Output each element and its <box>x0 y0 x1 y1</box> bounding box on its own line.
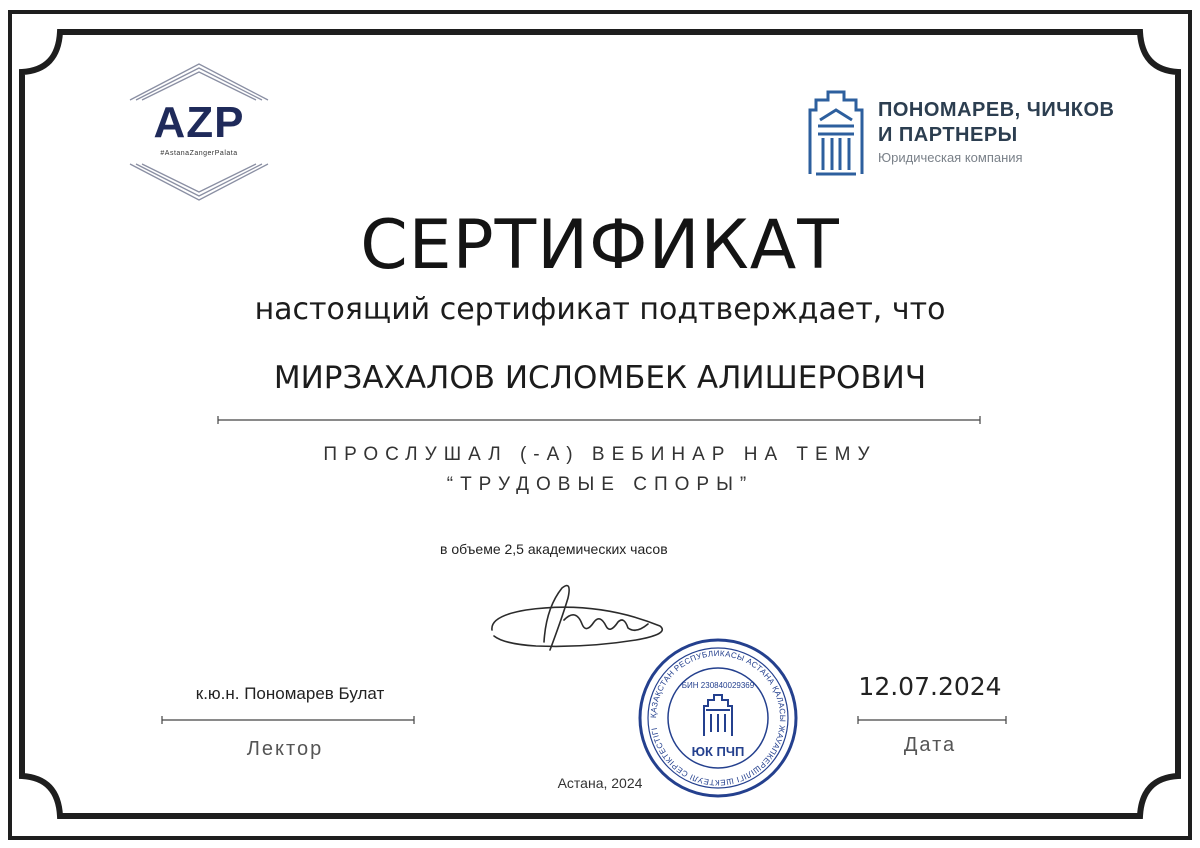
certificate-subtitle: настоящий сертификат подтверждает, что <box>254 292 946 327</box>
date-line <box>856 715 1008 725</box>
recipient-underline <box>216 415 982 425</box>
svg-text:ҚАЗАҚСТАН РЕСПУБЛИКАСЫ АСТАНА: ҚАЗАҚСТАН РЕСПУБЛИКАСЫ АСТАНА ҚАЛАСЫ ЖАУАПКЕРШІЛІГІ ШЕКТЕУЛІ СЕРІКТЕСТІГІ <box>648 648 788 788</box>
company-name-line2: И ПАРТНЕРЫ <box>878 124 1018 146</box>
lecturer-line <box>160 715 416 725</box>
date-caption: Дата <box>903 734 957 756</box>
company-type: Юридическая компания <box>878 150 1023 165</box>
lecturer-caption: Лектор <box>246 738 324 760</box>
svg-text:ЮК ПЧП: ЮК ПЧП <box>691 744 745 759</box>
course-intro: ПРОСЛУШАЛ (-А) ВЕБИНАР НА ТЕМУ <box>323 444 877 465</box>
certificate-title: СЕРТИФИКАТ <box>360 206 840 285</box>
lecturer-name: к.ю.н. Пономарев Булат <box>195 684 385 703</box>
course-topic: “ТРУДОВЫЕ СПОРЫ” <box>446 474 754 495</box>
company-logo-text <box>878 98 1178 165</box>
company-stamp <box>636 636 800 800</box>
certificate-date: 12.07.2024 <box>858 672 1002 701</box>
azp-logo-text: AZP <box>153 98 245 147</box>
recipient-name: МИРЗАХАЛОВ ИСЛОМБЕК АЛИШЕРОВИЧ <box>273 360 927 396</box>
city-year: Астана, 2024 <box>557 775 643 791</box>
company-logo-emblem <box>806 86 866 178</box>
azp-logo <box>126 62 272 202</box>
azp-logo-tagline: #AstanaZangerPalata <box>160 150 238 157</box>
svg-text:БИН 230840029369: БИН 230840029369 <box>681 681 755 690</box>
course-hours: в объеме 2,5 академических часов <box>440 541 668 557</box>
company-name-line1: ПОНОМАРЕВ, ЧИЧКОВ <box>878 99 1115 121</box>
